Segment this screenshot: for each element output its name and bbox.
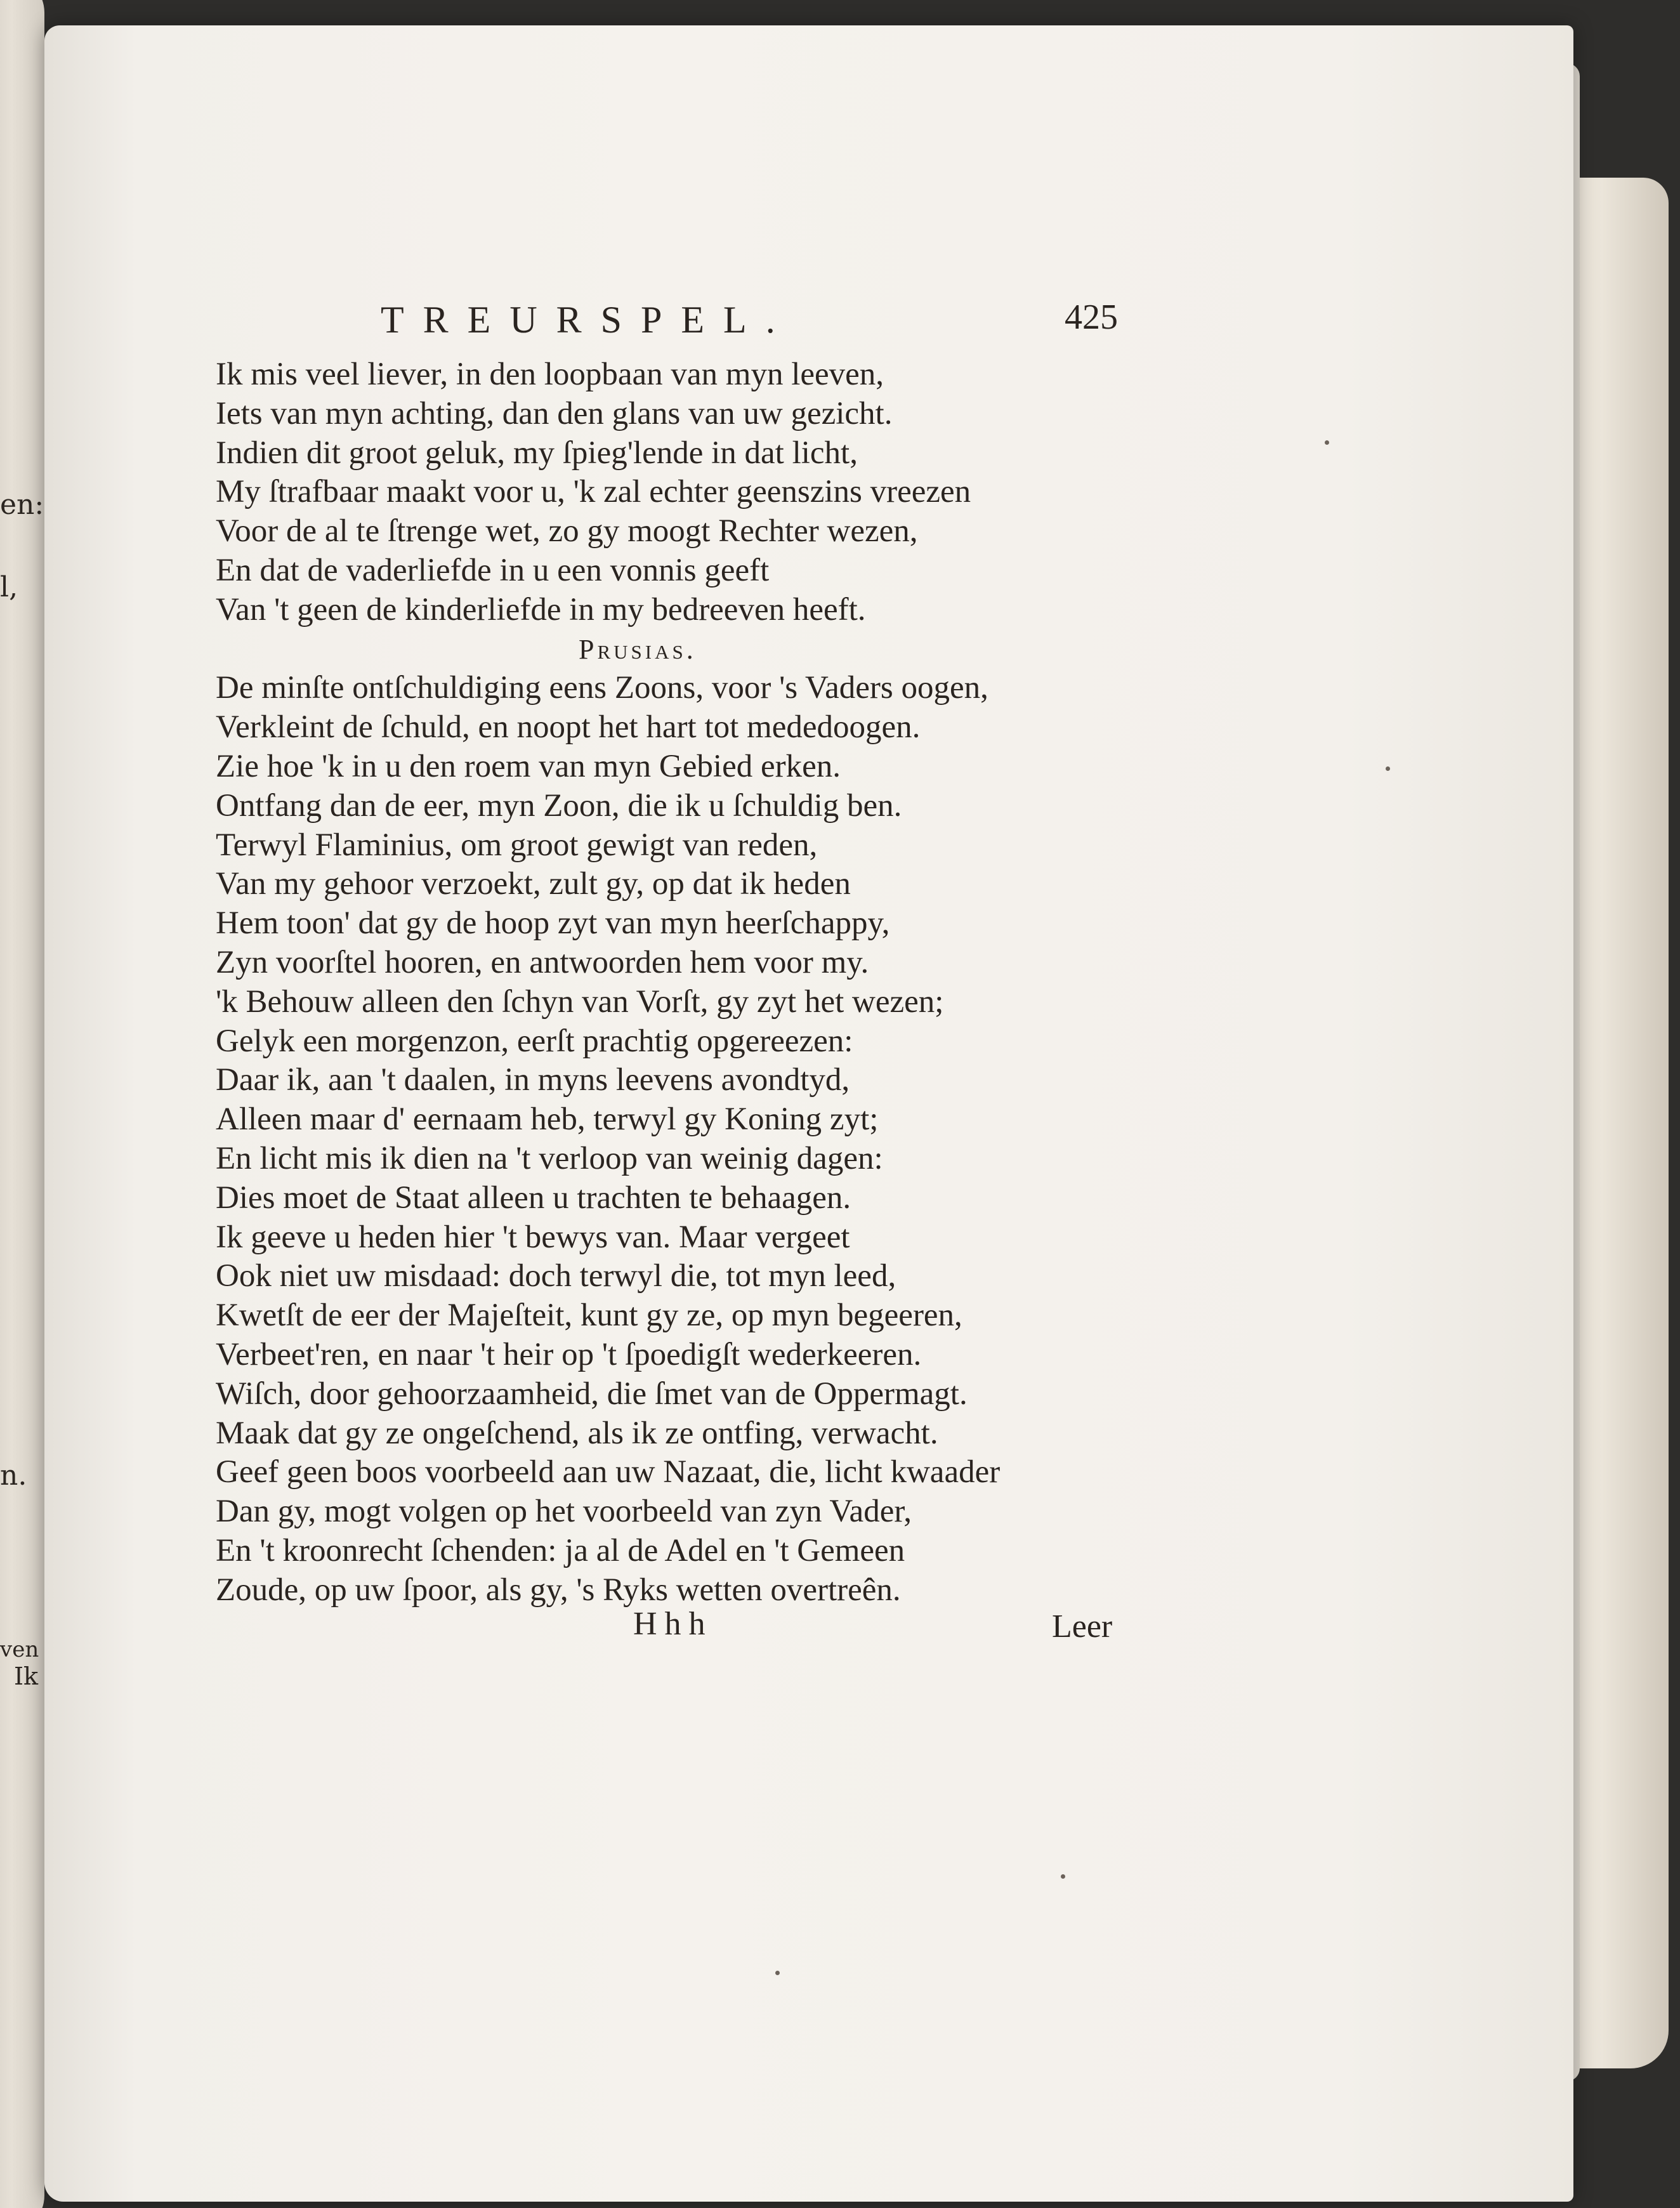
verse-line: Hem toon' dat gy de hoop zyt van myn heerſchappy,: [216, 905, 890, 942]
verse-line: Zoude, op uw ſpoor, als gy, 's Ryks wetten overtreên.: [216, 1572, 901, 1608]
verse-line: Voor de al te ſtrenge wet, zo gy moogt Rechter wezen,: [216, 513, 918, 549]
paper-speck: [1325, 440, 1329, 445]
verse-line: Ook niet uw misdaad: doch terwyl die, tot myn leed,: [216, 1258, 896, 1294]
verse-line: Alleen maar d' eernaam heb, terwyl gy Koning zyt;: [216, 1101, 879, 1138]
verse-line: Terwyl Flaminius, om groot gewigt van reden,: [216, 827, 818, 863]
verse-line: Zie hoe 'k in u den roem van myn Gebied erken.: [216, 748, 841, 784]
verse-line: Iets van myn achting, dan den glans van uw gezicht.: [216, 395, 893, 431]
signature-mark: Hhh: [633, 1606, 713, 1642]
verse-line: En licht mis ik dien na 't verloop van weinig dagen:: [216, 1140, 883, 1176]
verse-line: Kwetſt de eer der Majeſteit, kunt gy ze, op myn begeeren,: [216, 1298, 962, 1334]
verse-line: Verbeet'ren, en naar 't heir op 't ſpoedigſt wederkeeren.: [216, 1336, 922, 1372]
left-fragment: ven: [0, 1637, 39, 1662]
verse-line: Dies moet de Staat alleen u trachten te behaagen.: [216, 1180, 851, 1216]
verse-line: De minſte ontſchuldiging eens Zoons, voor 's Vaders oogen,: [216, 670, 988, 706]
catchword: Leer: [1052, 1608, 1113, 1645]
verse-line: Verkleint de ſchuld, en noopt het hart tot mededoogen.: [216, 709, 921, 746]
verse-line: Dan gy, mogt volgen op het voorbeeld van zyn Vader,: [216, 1494, 912, 1530]
speaker-name: Prusias.: [579, 633, 697, 665]
paper-speck: [1061, 1874, 1065, 1879]
verse-line: Wiſch, door gehoorzaamheid, die ſmet van de Oppermagt.: [216, 1376, 968, 1412]
verse-line: Ik mis veel liever, in den loopbaan van myn leeven,: [216, 357, 884, 392]
verse-line: Indien dit groot geluk, my ſpieg'lende in dat licht,: [216, 435, 858, 471]
left-fragment: en:: [0, 489, 44, 521]
left-fragment: Ik: [14, 1662, 39, 1690]
verse-line: 'k Behouw alleen den ſchyn van Vorſt, gy zyt het wezen;: [216, 983, 944, 1020]
running-head: TREURSPEL.: [381, 299, 794, 341]
verse-line: Maak dat gy ze ongeſchend, als ik ze ontfing, verwacht.: [216, 1415, 938, 1451]
page-number: 425: [1065, 298, 1118, 337]
verse-line: En dat de vaderliefde in u een vonnis geeft: [216, 552, 770, 588]
verse-line: En 't kroonrecht ſchenden: ja al de Adel en 't Gemeen: [216, 1532, 905, 1568]
verse-line: Van 't geen de kinderliefde in my bedreeven heeft.: [216, 591, 866, 628]
verse-line: Gelyk een morgenzon, eerſt prachtig opgereezen:: [216, 1023, 853, 1059]
verse-line: Daar ik, aan 't daalen, in myns leevens avondtyd,: [216, 1062, 850, 1098]
verse-line: Ontfang dan de eer, myn Zoon, die ik u ſchuldig ben.: [216, 787, 902, 824]
verse-line: Geef geen boos voorbeeld aan uw Nazaat, die, licht kwaader: [216, 1454, 1001, 1490]
verse-line: Zyn voorſtel hooren, en antwoorden hem voor my.: [216, 944, 869, 980]
verse-line: Ik geeve u heden hier 't bewys van. Maar vergeet: [216, 1219, 850, 1255]
verse-line: My ſtrafbaar maakt voor u, 'k zal echter geenszins vreezen: [216, 474, 971, 510]
left-fragment: n.: [0, 1459, 27, 1492]
paper-speck: [1386, 766, 1390, 771]
verse-block: [216, 355, 1142, 1610]
verse-line: Van my gehoor verzoekt, zult gy, op dat ik heden: [216, 866, 851, 902]
left-fragment: l,: [0, 571, 18, 603]
paper-speck: [775, 1971, 780, 1975]
